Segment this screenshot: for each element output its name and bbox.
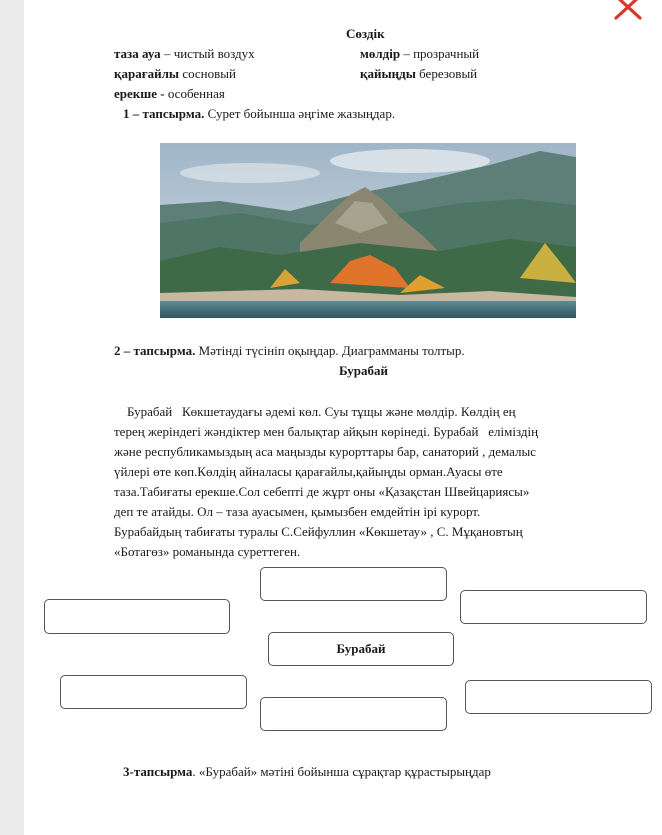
diagram-box-lower-left[interactable] bbox=[60, 675, 247, 709]
glossary-term: қайыңды bbox=[360, 66, 416, 81]
paragraph-line: Бурабайдың табиғаты туралы С.Сейфуллин «Көкшетау» , С. Мұқановтың bbox=[114, 524, 523, 539]
task-3-label: 3-тапсырма bbox=[123, 764, 193, 779]
glossary-row-1-left bbox=[114, 46, 255, 62]
task-2 bbox=[114, 343, 465, 359]
diagram-box-upper-right[interactable] bbox=[460, 590, 647, 624]
glossary-row-2-right bbox=[360, 66, 477, 82]
task-1-text: Сурет бойынша әңгіме жазыңдар. bbox=[204, 106, 396, 121]
glossary-term: мөлдір bbox=[360, 46, 401, 61]
diagram-center-box: Бурабай bbox=[268, 632, 454, 666]
task-3-text: . «Бурабай» мәтіні бойынша сұрақтар құрастырыңдар bbox=[192, 764, 491, 779]
paragraph-line: үйлері өте көп.Көлдің айналасы қарағайлы,қайыңды орман.Ауасы өте bbox=[114, 464, 503, 479]
burabay-paragraph bbox=[114, 402, 620, 562]
glossary-definition: особенная bbox=[164, 86, 225, 101]
paragraph-line: және республикамыздың аса маңызды курорттары бар, санаторий , демалыс bbox=[114, 444, 537, 459]
task-2-text: Мәтінді түсініп оқыңдар. Диаграмманы толтыр. bbox=[195, 343, 465, 358]
task-3 bbox=[123, 764, 491, 780]
task-1-label: 1 – тапсырма. bbox=[123, 106, 205, 121]
diagram-box-upper-left[interactable] bbox=[44, 599, 230, 634]
paragraph-line: таза.Табиғаты ерекше.Сол себепті де жұрт оны «Қазақстан Швейцариясы» bbox=[114, 484, 530, 499]
glossary-row-3 bbox=[114, 86, 225, 102]
paragraph-line: «Ботагөз» романында суреттеген. bbox=[114, 544, 301, 559]
diagram-box-top[interactable] bbox=[260, 567, 447, 601]
glossary-term: қарағайлы bbox=[114, 66, 180, 81]
close-icon[interactable] bbox=[610, 0, 644, 24]
glossary-row-2-left bbox=[114, 66, 236, 82]
glossary-term: ерекше - bbox=[114, 86, 165, 101]
glossary-definition: березовый bbox=[415, 66, 478, 81]
diagram-box-lower-right[interactable] bbox=[465, 680, 652, 714]
glossary-definition: – прозрачный bbox=[400, 46, 480, 61]
task-2-label: 2 – тапсырма. bbox=[114, 343, 196, 358]
text-title: Бурабай bbox=[339, 363, 388, 378]
glossary-definition: – чистый воздух bbox=[160, 46, 255, 61]
glossary-title: Сөздік bbox=[346, 26, 385, 41]
glossary-row-1-right bbox=[360, 46, 479, 62]
paragraph-line: деп те атайды. Ол – таза ауасымен, қымызбен емдейтін ірі курорт. bbox=[114, 504, 481, 519]
glossary-term: таза ауа bbox=[114, 46, 161, 61]
lake-landscape-photo bbox=[160, 143, 576, 318]
glossary-definition: сосновый bbox=[179, 66, 236, 81]
diagram-box-bottom[interactable] bbox=[260, 697, 447, 731]
paragraph-line: Бурабай Көкшетаудағы әдемі көл. Суы тұщы және мөлдір. Көлдің ең bbox=[114, 404, 516, 419]
task-1 bbox=[123, 106, 395, 122]
paragraph-line: терең жеріндегі жәндіктер мен балықтар айқын көрінеді. Бурабай еліміздің bbox=[114, 424, 539, 439]
